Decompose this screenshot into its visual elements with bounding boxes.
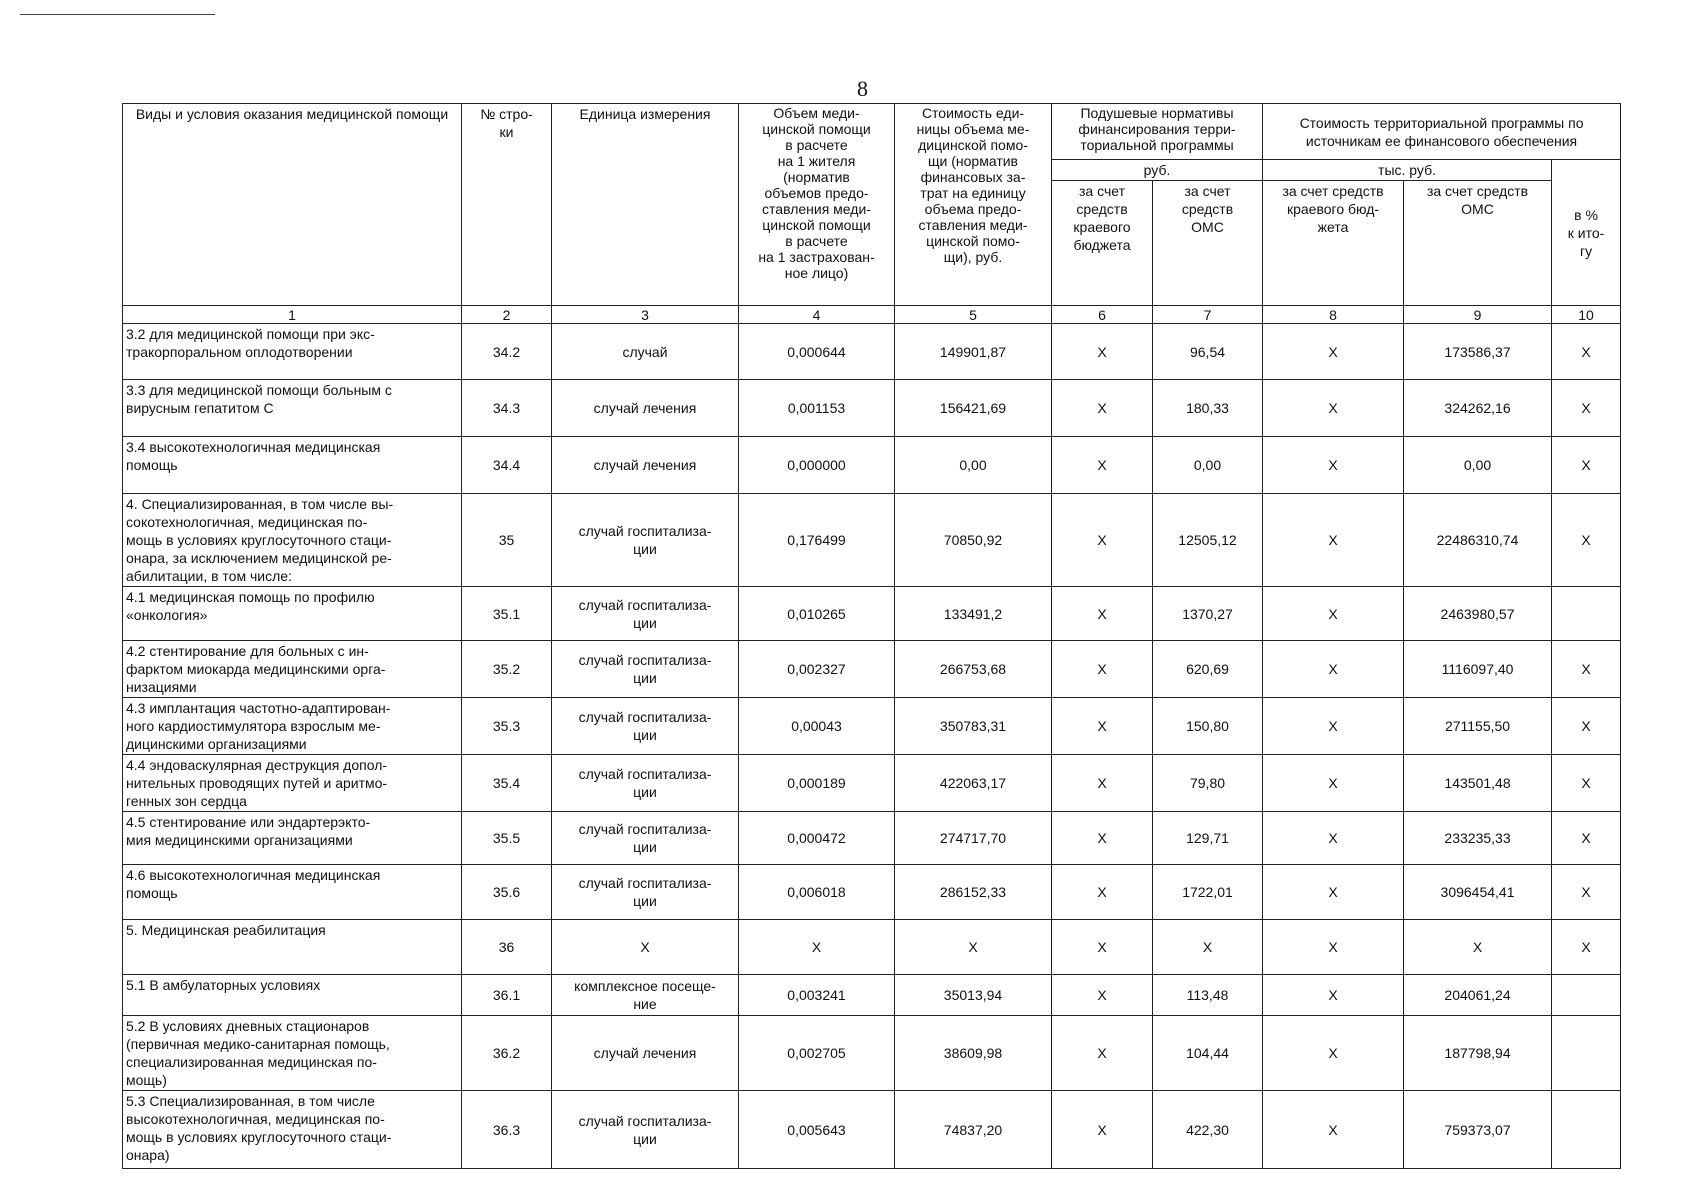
row-oms-cost: 2463980,57 [1404,587,1552,641]
row-oms-norm: 113,48 [1153,975,1263,1016]
row-volume: 0,000189 [739,755,895,812]
header-rub: руб. [1052,160,1263,181]
table-row [123,865,1621,920]
row-percent [1552,1016,1621,1091]
row-oms-norm: 1722,01 [1153,865,1263,920]
row-oms-cost: 143501,48 [1404,755,1552,812]
row-oms-norm: 129,71 [1153,812,1263,865]
row-regional-budget-norm: X [1052,641,1153,698]
row-oms-norm: 96,54 [1153,324,1263,380]
row-regional-budget-cost: X [1263,380,1404,437]
row-name: 3.3 для медицинской помощи больным с вирусным гепатитом С [123,380,462,437]
row-oms-cost: X [1404,920,1552,975]
row-number: 36.1 [462,975,552,1016]
row-oms-norm: 422,30 [1153,1091,1263,1169]
table-row [123,437,1621,494]
row-regional-budget-norm: X [1052,1016,1153,1091]
header-per-capita-group: Подушевые нормативы финансирования терри- ториальной программы [1052,104,1263,160]
column-number: 7 [1153,306,1263,324]
row-oms-cost: 271155,50 [1404,698,1552,755]
row-unit: случай госпитализа- ции [552,1091,739,1169]
row-regional-budget-cost: X [1263,975,1404,1016]
row-oms-cost: 759373,07 [1404,1091,1552,1169]
row-volume: 0,002705 [739,1016,895,1091]
row-unit: случай госпитализа- ции [552,812,739,865]
table-body [123,104,1621,1169]
row-unit-cost: 149901,87 [895,324,1052,380]
row-unit: случай лечения [552,1016,739,1091]
row-regional-budget-norm: X [1052,437,1153,494]
row-volume: 0,00043 [739,698,895,755]
table-row [123,975,1621,1016]
row-oms-norm: 12505,12 [1153,494,1263,587]
column-number: 8 [1263,306,1404,324]
row-oms-cost: 324262,16 [1404,380,1552,437]
row-unit-cost: 350783,31 [895,698,1052,755]
column-number: 9 [1404,306,1552,324]
row-name: 5. Медицинская реабилитация [123,920,462,975]
row-oms-norm: 79,80 [1153,755,1263,812]
row-percent: X [1552,698,1621,755]
header-oms-cost: за счет средств ОМС [1404,181,1552,306]
table-row [123,920,1621,975]
financing-table [122,103,1621,1169]
row-unit-cost: 266753,68 [895,641,1052,698]
header-volume: Объем меди- цинской помощи в расчете на 1 жителя (норматив объемов предо- ставления меди- цинской помощи в расчете на 1 застрахован- ное лицо) [739,104,895,306]
row-regional-budget-norm: X [1052,494,1153,587]
row-unit: случай госпитализа- ции [552,494,739,587]
row-oms-norm: 0,00 [1153,437,1263,494]
row-oms-cost: 3096454,41 [1404,865,1552,920]
row-number: 36.3 [462,1091,552,1169]
table-row [123,1016,1621,1091]
row-number: 35.3 [462,698,552,755]
table-row [123,324,1621,380]
row-number: 35.1 [462,587,552,641]
row-name: 4. Специализированная, в том числе вы- сокотехнологичная, медицинская по- мощь в условиях круглосуточного стаци- онара, за исключением медицинской ре- абилитации, в том числе: [123,494,462,587]
row-oms-cost: 0,00 [1404,437,1552,494]
table-row [123,587,1621,641]
row-percent [1552,975,1621,1016]
row-percent [1552,587,1621,641]
row-oms-norm: 104,44 [1153,1016,1263,1091]
row-number: 36.2 [462,1016,552,1091]
row-unit: случай лечения [552,380,739,437]
header-regional-budget-cost: за счет средств краевого бюд- жета [1263,181,1404,306]
row-name: 4.2 стентирование для больных с ин- фарктом миокарда медицинскими орга- низациями [123,641,462,698]
row-unit-cost: 74837,20 [895,1091,1052,1169]
row-number: 35.2 [462,641,552,698]
row-regional-budget-norm: X [1052,812,1153,865]
row-regional-budget-cost: X [1263,1016,1404,1091]
row-name: 4.1 медицинская помощь по профилю «онкология» [123,587,462,641]
row-oms-cost: 204061,24 [1404,975,1552,1016]
row-name: 3.4 высокотехнологичная медицинская помощь [123,437,462,494]
row-regional-budget-norm: X [1052,587,1153,641]
row-oms-cost: 233235,33 [1404,812,1552,865]
header-row-number: № стро- ки [462,104,552,306]
row-percent: X [1552,865,1621,920]
row-oms-norm: 620,69 [1153,641,1263,698]
row-oms-norm: 150,80 [1153,698,1263,755]
column-number: 6 [1052,306,1153,324]
row-unit-cost: 156421,69 [895,380,1052,437]
row-unit-cost: 38609,98 [895,1016,1052,1091]
row-regional-budget-cost: X [1263,920,1404,975]
row-oms-cost: 173586,37 [1404,324,1552,380]
row-unit-cost: 274717,70 [895,812,1052,865]
row-number: 35 [462,494,552,587]
header-unit-cost: Стоимость еди- ницы объема ме- дицинской помо- щи (норматив финансовых за- трат на единицу объема предо- ставления меди- цинской помо- щи), руб. [895,104,1052,306]
row-unit-cost: X [895,920,1052,975]
row-volume: X [739,920,895,975]
row-percent: X [1552,920,1621,975]
table-row [123,698,1621,755]
row-regional-budget-cost: X [1263,494,1404,587]
column-number: 4 [739,306,895,324]
row-regional-budget-norm: X [1052,920,1153,975]
row-regional-budget-cost: X [1263,1091,1404,1169]
row-oms-cost: 1116097,40 [1404,641,1552,698]
table-row [123,380,1621,437]
header-thousand-rub: тыс. руб. [1263,160,1552,181]
row-number: 34.4 [462,437,552,494]
row-number: 35.5 [462,812,552,865]
row-unit-cost: 0,00 [895,437,1052,494]
row-regional-budget-cost: X [1263,324,1404,380]
row-regional-budget-cost: X [1263,812,1404,865]
row-unit: случай госпитализа- ции [552,698,739,755]
row-unit: X [552,920,739,975]
header-unit: Единица измерения [552,104,739,306]
column-number: 1 [123,306,462,324]
row-unit-cost: 35013,94 [895,975,1052,1016]
table-row [123,1091,1621,1169]
row-percent: X [1552,755,1621,812]
row-volume: 0,001153 [739,380,895,437]
row-number: 35.4 [462,755,552,812]
row-regional-budget-cost: X [1263,641,1404,698]
header-regional-budget-norm: за счет средств краевого бюджета [1052,181,1153,306]
row-number: 36 [462,920,552,975]
row-unit-cost: 422063,17 [895,755,1052,812]
table-row [123,755,1621,812]
row-percent: X [1552,437,1621,494]
column-numbers-row [123,306,1621,324]
row-regional-budget-cost: X [1263,437,1404,494]
row-number: 35.6 [462,865,552,920]
row-unit-cost: 133491,2 [895,587,1052,641]
row-unit: случай [552,324,739,380]
row-unit-cost: 286152,33 [895,865,1052,920]
row-regional-budget-norm: X [1052,865,1153,920]
header-percent: в % к ито- гу [1552,160,1621,306]
table-row [123,812,1621,865]
column-number: 2 [462,306,552,324]
top-rule [20,14,215,15]
table-row [123,494,1621,587]
row-name: 3.2 для медицинской помощи при экс- тракорпоральном оплодотворении [123,324,462,380]
header-row-1 [123,104,1621,160]
row-volume: 0,006018 [739,865,895,920]
row-name: 5.2 В условиях дневных стационаров (первичная медико-санитарная помощь, специализированная медицинская по- мощь) [123,1016,462,1091]
row-unit: случай госпитализа- ции [552,587,739,641]
row-percent: X [1552,494,1621,587]
row-percent: X [1552,380,1621,437]
row-percent: X [1552,812,1621,865]
column-number: 5 [895,306,1052,324]
row-regional-budget-cost: X [1263,865,1404,920]
row-oms-cost: 187798,94 [1404,1016,1552,1091]
row-name: 4.4 эндоваскулярная деструкция допол- нительных проводящих путей и аритмо- генных зон сердца [123,755,462,812]
header-program-cost-group: Стоимость территориальной программы по источникам ее финансового обеспечения [1263,104,1621,160]
row-name: 5.3 Специализированная, в том числе высокотехнологичная, медицинская по- мощь в условиях круглосуточного стаци- онара) [123,1091,462,1169]
row-name: 4.6 высокотехнологичная медицинская помощь [123,865,462,920]
row-regional-budget-norm: X [1052,755,1153,812]
page-number: 8 [857,76,868,101]
row-unit-cost: 70850,92 [895,494,1052,587]
table-row [123,641,1621,698]
row-percent: X [1552,641,1621,698]
row-oms-norm: 180,33 [1153,380,1263,437]
row-volume: 0,003241 [739,975,895,1016]
column-number: 10 [1552,306,1621,324]
row-unit: случай госпитализа- ции [552,755,739,812]
header-kinds: Виды и условия оказания медицинской помощи [123,104,462,306]
row-number: 34.2 [462,324,552,380]
row-oms-cost: 22486310,74 [1404,494,1552,587]
row-regional-budget-norm: X [1052,324,1153,380]
row-name: 5.1 В амбулаторных условиях [123,975,462,1016]
row-regional-budget-norm: X [1052,698,1153,755]
row-oms-norm: 1370,27 [1153,587,1263,641]
row-volume: 0,000000 [739,437,895,494]
row-regional-budget-cost: X [1263,587,1404,641]
row-oms-norm: X [1153,920,1263,975]
header-oms-norm: за счет средств ОМС [1153,181,1263,306]
row-volume: 0,000644 [739,324,895,380]
row-name: 4.3 имплантация частотно-адаптирован- ного кардиостимулятора взрослым ме- дицинскими организациями [123,698,462,755]
column-number: 3 [552,306,739,324]
row-unit: случай госпитализа- ции [552,641,739,698]
row-number: 34.3 [462,380,552,437]
row-volume: 0,176499 [739,494,895,587]
row-regional-budget-norm: X [1052,975,1153,1016]
row-name: 4.5 стентирование или эндартерэкто- мия медицинскими организациями [123,812,462,865]
row-volume: 0,000472 [739,812,895,865]
row-unit: случай госпитализа- ции [552,865,739,920]
row-regional-budget-norm: X [1052,1091,1153,1169]
row-regional-budget-cost: X [1263,698,1404,755]
row-percent: X [1552,324,1621,380]
row-regional-budget-norm: X [1052,380,1153,437]
row-volume: 0,010265 [739,587,895,641]
row-unit: комплексное посеще- ние [552,975,739,1016]
row-unit: случай лечения [552,437,739,494]
row-volume: 0,002327 [739,641,895,698]
row-regional-budget-cost: X [1263,755,1404,812]
row-percent [1552,1091,1621,1169]
row-volume: 0,005643 [739,1091,895,1169]
